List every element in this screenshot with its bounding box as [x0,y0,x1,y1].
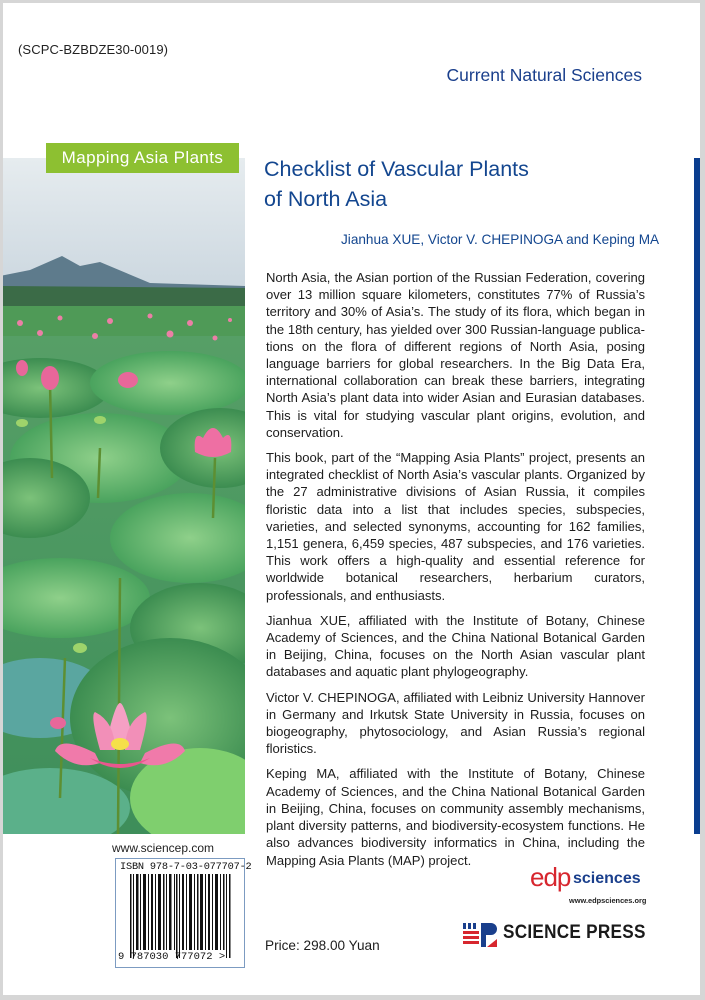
paragraph-author-xue: Jianhua XUE, affiliated with the Institute of Botany, Chinese Academy of Sciences, and the China National Botanical Garden in Beijing, China, focuses on the North Asian vascular plant databases and aquatic plant phylogeography. [266,612,645,680]
barcode-bars-icon [130,874,232,958]
project-label: Mapping Asia Plants [46,143,239,173]
svg-text:sciences: sciences [573,870,641,887]
science-press-name: SCIENCE PRESS [503,921,646,943]
description [266,269,645,877]
isbn-digits: 9 787030 777072 > [118,951,226,963]
paragraph-book: This book, part of the “Mapping Asia Plants” project, presents an integrated checklist of North Asia’s vascular plants. Organized by the 27 administrative divisions of Asian Russia, it compiles floristic data into a list that includes species, subspecies, varieties, and selected synonyms, accounting for 162 families, 1,151 genera, 6,459 species, 487 subspecies, and 176 varieties. This work offers a high-quality and essential reference for worldwide botanical researchers, herbarium curators, professionals, and enthusiasts. [266,450,645,603]
isbn-number: ISBN 978-7-03-077707-2 [120,861,252,873]
paragraph-author-chepinoga: Victor V. CHEPINOGA, affiliated with Leibniz University Hannover in Germany and Irkutsk State University in Russia, focuses on biogeography, phytosociology, and Asian Russia’s regional floristics. [266,689,645,757]
book-title-line-1: Checklist of Vascular Plants [264,157,529,181]
price: Price: 298.00 Yuan [265,938,380,953]
accent-bar [694,158,700,834]
book-back-cover [3,3,700,995]
book-title-line-2: of North Asia [264,187,388,211]
edp-website: www.edpsciences.org [569,896,647,905]
edp-sciences-logo-icon [530,861,645,901]
isbn-barcode [115,858,252,968]
paragraph-author-ma: Keping MA, affiliated with the Institute of Botany, Chinese Academy of Sciences, and the China National Botanical Garden in Beijing, China, focuses on community assembly mechanisms, plant diversity patterns, and biodiversity-ecosystem functions. He also advances biodiversity informatics in China, including the Mapping Asia Plants (MAP) project. [266,766,645,868]
authors: Jianhua XUE, Victor V. CHEPINOGA and Keping MA [341,232,660,247]
catalog-code: (SCPC-BZBDZE30-0019) [18,42,169,57]
publisher-website: www.sciencep.com [112,841,215,855]
science-press-logo-icon [463,923,497,947]
series-name: Current Natural Sciences [446,65,642,85]
lotus-pond-photo [3,158,245,834]
paragraph-intro: North Asia, the Asian portion of the Russian Federation, covering over 13 million square kilometers, constitutes 77% of Russia’s territory and 30% of Asia’s. The study of its flora, which began in the 18th century, has yielded over 300 Russian-language publications on the flora of different regions of North Asia, posing language barriers for global researchers. In the Big Data Era, international collaboration can break these barriers, integrating North Asia’s plant data into wider Asian and Eurasian databases. This is vital for studying vascular plant origins, evolution, and conservation. [266,270,645,440]
svg-text:edp: edp [530,862,571,892]
book-title [264,154,529,214]
